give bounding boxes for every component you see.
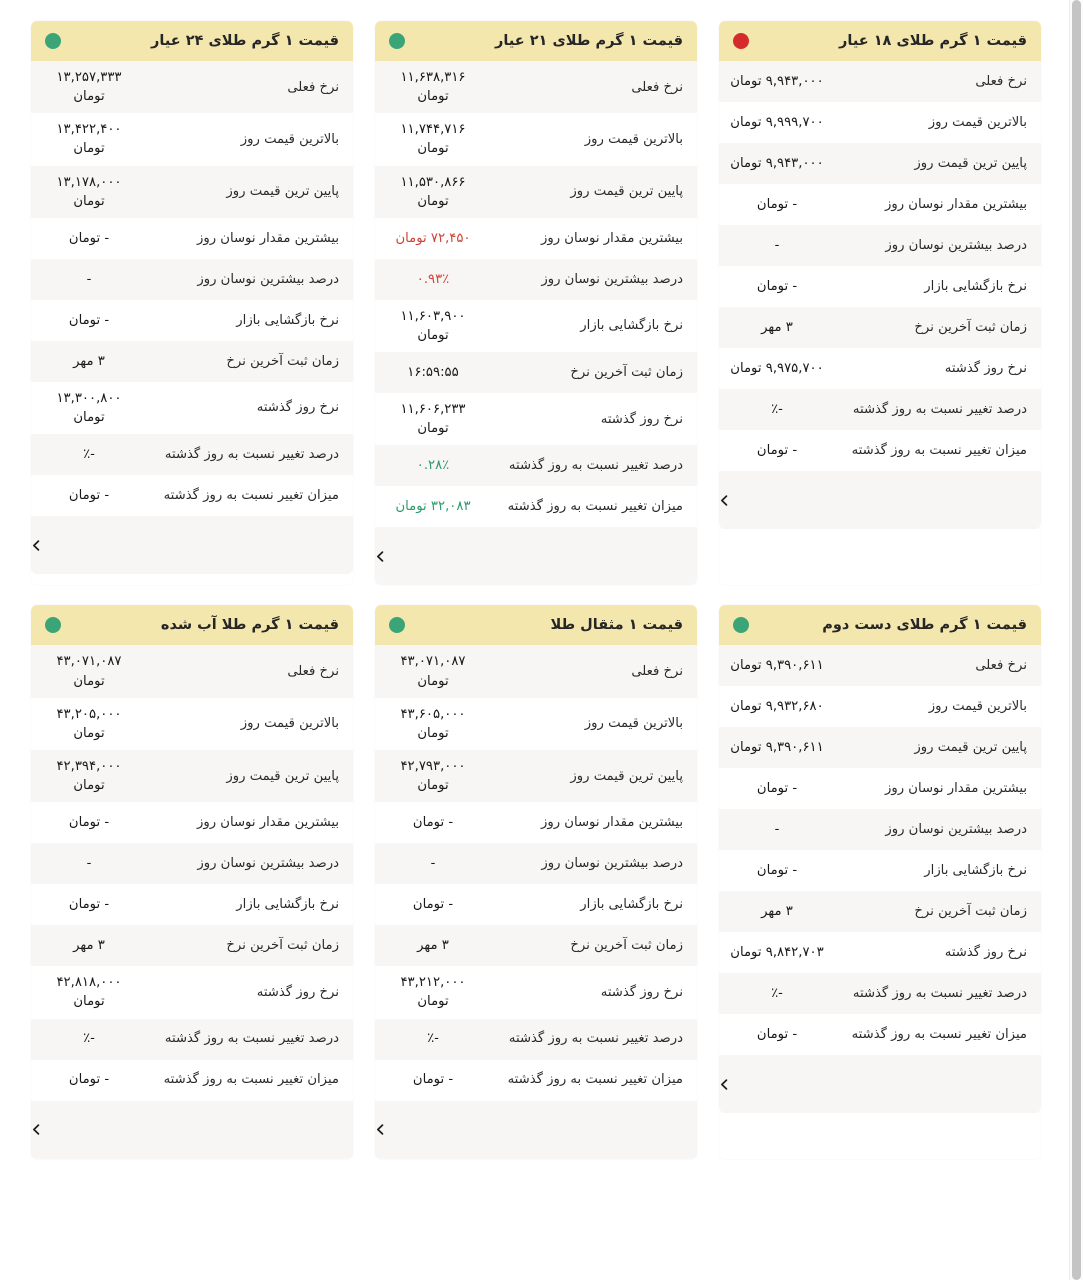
price-row-value: ۱۳,۴۲۲,۴۰۰ تومان: [56, 122, 122, 157]
price-row-label: درصد بیشترین نوسان روز: [541, 271, 683, 287]
price-row-label: نرخ بازگشایی بازار: [236, 312, 339, 328]
price-row-label: نرخ بازگشایی بازار: [924, 278, 1027, 294]
price-row-label: بالاترین قیمت روز: [584, 716, 683, 732]
price-row-label: درصد تغییر نسبت به روز گذشته: [508, 1031, 683, 1047]
price-row-value: - تومان: [412, 1072, 454, 1088]
price-row: [31, 166, 353, 218]
price-card-footer: [375, 527, 697, 585]
price-row-label: بیشترین مقدار نوسان روز: [885, 781, 1027, 797]
price-row-value: -٪: [771, 401, 783, 417]
price-row-label: نرخ فعلی: [975, 73, 1027, 89]
card-expand-button[interactable]: [719, 1071, 731, 1097]
price-row: [31, 475, 353, 516]
price-row-label: زمان ثبت آخرین نرخ: [914, 319, 1027, 335]
price-card-title: قیمت ۱ گرم طلای ۲۴ عیار: [151, 33, 339, 49]
price-card-header: [31, 605, 353, 645]
price-row-value: - تومان: [68, 312, 110, 328]
price-row-value: ۱۳,۱۷۸,۰۰۰ تومان: [56, 174, 122, 209]
price-row-value: ۴۳,۲۱۲,۰۰۰ تومان: [400, 975, 466, 1010]
price-row-value: ۰.۹۳٪: [416, 271, 450, 287]
price-row: [375, 843, 697, 884]
price-row-label: پایین ترین قیمت روز: [570, 768, 683, 784]
price-row-label: نرخ فعلی: [631, 663, 683, 679]
card-expand-button[interactable]: [31, 1117, 43, 1143]
price-row-label: نرخ روز گذشته: [944, 360, 1027, 376]
price-row-value: - تومان: [68, 815, 110, 831]
price-card-header: [31, 21, 353, 61]
price-card-footer: [375, 1101, 697, 1159]
price-card-title: قیمت ۱ گرم طلای دست دوم: [822, 617, 1027, 634]
price-card-header: [375, 605, 697, 645]
price-row: [375, 352, 697, 393]
price-row-label: میزان تغییر نسبت به روز گذشته: [163, 1072, 339, 1088]
price-row: [375, 486, 697, 527]
price-row-value: ۴۳,۲۰۵,۰۰۰ تومان: [56, 706, 122, 741]
price-row-value: -: [774, 822, 780, 838]
price-row-label: میزان تغییر نسبت به روز گذشته: [851, 1027, 1027, 1043]
price-row-label: نرخ بازگشایی بازار: [236, 897, 339, 913]
price-row: [31, 1019, 353, 1060]
price-row-value: ۴۲,۳۹۴,۰۰۰ تومان: [56, 758, 122, 794]
chevron-left-icon: [375, 1123, 387, 1136]
price-row: [31, 218, 353, 259]
price-card-rows: [719, 645, 1041, 1055]
price-row-value: ۱۱,۵۳۰,۸۶۶ تومان: [400, 174, 466, 209]
page-scrollbar-thumb[interactable]: [1072, 0, 1081, 1280]
price-row-label: درصد بیشترین نوسان روز: [197, 271, 339, 287]
chevron-left-icon: [719, 1078, 731, 1091]
price-row: [375, 698, 697, 750]
price-card-header: [719, 605, 1041, 645]
price-row-value: ۹,۸۴۲,۷۰۳ تومان: [730, 945, 824, 961]
price-row: [31, 925, 353, 966]
price-card-title: قیمت ۱ گرم طلای ۲۱ عیار: [495, 33, 683, 49]
price-row: [719, 184, 1041, 225]
price-row-value: ۷۲,۴۵۰ تومان: [395, 230, 471, 246]
page-scrollbar-track[interactable]: [1069, 0, 1083, 1280]
price-row-value: ۳ مهر: [73, 938, 105, 954]
price-row: [375, 1019, 697, 1060]
price-row-value: - تومان: [756, 442, 798, 458]
price-row-label: نرخ روز گذشته: [256, 400, 339, 416]
price-row-label: بالاترین قیمت روز: [240, 716, 339, 732]
price-row-value: -: [86, 856, 92, 872]
price-row: [31, 341, 353, 382]
price-row: [719, 307, 1041, 348]
price-row: [719, 932, 1041, 973]
price-row: [719, 348, 1041, 389]
price-row-value: - تومان: [68, 230, 110, 246]
price-row-label: نرخ فعلی: [287, 663, 339, 679]
price-row-label: بیشترین مقدار نوسان روز: [197, 230, 339, 246]
price-row-label: میزان تغییر نسبت به روز گذشته: [851, 442, 1027, 458]
price-card-footer: [31, 516, 353, 574]
price-row-value: -: [86, 271, 92, 287]
price-row-value: -: [774, 237, 780, 253]
price-row: [719, 645, 1041, 686]
price-card-rows: [375, 645, 697, 1100]
price-card: [719, 21, 1041, 585]
price-row: [719, 686, 1041, 727]
price-row-label: نرخ روز گذشته: [256, 984, 339, 1000]
price-card: [375, 21, 697, 585]
price-card-header: [719, 21, 1041, 61]
price-row-value: ۹,۳۹۰,۶۱۱ تومان: [730, 658, 824, 674]
price-card-rows: [375, 61, 697, 527]
price-row-value: -٪: [771, 986, 783, 1002]
price-row-label: نرخ روز گذشته: [600, 984, 683, 1000]
price-card-title: قیمت ۱ مثقال طلا: [550, 617, 683, 634]
price-row-value: ۱۳,۳۰۰,۸۰۰ تومان: [56, 390, 122, 425]
price-row-label: درصد بیشترین نوسان روز: [885, 822, 1027, 838]
price-row-label: میزان تغییر نسبت به روز گذشته: [507, 1072, 683, 1088]
price-row: [719, 850, 1041, 891]
price-row-label: درصد تغییر نسبت به روز گذشته: [852, 401, 1027, 417]
price-row: [375, 61, 697, 113]
price-row-value: - تومان: [68, 897, 110, 913]
price-row: [31, 966, 353, 1018]
price-row: [375, 966, 697, 1018]
price-row-value: ۴۳,۶۰۵,۰۰۰ تومان: [400, 706, 466, 741]
price-row-value: ۴۳,۰۷۱,۰۸۷ تومان: [56, 654, 122, 689]
price-row-value: ۹,۳۹۰,۶۱۱ تومان: [730, 740, 824, 756]
price-row: [719, 143, 1041, 184]
price-row-value: ۳ مهر: [761, 319, 793, 335]
price-row-value: ۱۱,۷۴۴,۷۱۶ تومان: [400, 122, 466, 157]
card-expand-button[interactable]: [375, 543, 387, 569]
chevron-left-icon: [719, 494, 731, 507]
price-row: [719, 809, 1041, 850]
price-row-label: میزان تغییر نسبت به روز گذشته: [163, 488, 339, 504]
price-row-label: نرخ بازگشایی بازار: [580, 318, 683, 334]
price-row: [31, 300, 353, 341]
price-row: [375, 259, 697, 300]
price-row-label: زمان ثبت آخرین نرخ: [226, 938, 339, 954]
price-row-label: بالاترین قیمت روز: [240, 131, 339, 147]
price-row: [719, 102, 1041, 143]
price-row-label: پایین ترین قیمت روز: [914, 155, 1027, 171]
price-row-label: پایین ترین قیمت روز: [226, 768, 339, 784]
price-row: [719, 430, 1041, 471]
price-row-value: -٪: [83, 1031, 95, 1047]
price-card-footer: [719, 1055, 1041, 1113]
price-row-value: ۳۲,۰۸۳ تومان: [395, 499, 471, 515]
chevron-left-icon: [31, 1123, 43, 1136]
status-dot-green-icon: [389, 33, 405, 49]
price-card: [31, 21, 353, 585]
price-row-value: - تومان: [756, 781, 798, 797]
price-row: [719, 973, 1041, 1014]
price-row-label: پایین ترین قیمت روز: [570, 184, 683, 200]
price-row-value: -٪: [427, 1031, 439, 1047]
price-row-label: درصد بیشترین نوسان روز: [197, 856, 339, 872]
price-row-value: ۹,۹۴۳,۰۰۰ تومان: [730, 73, 824, 89]
price-row: [375, 113, 697, 165]
price-row-value: ۹,۹۳۲,۶۸۰ تومان: [730, 699, 824, 715]
price-row: [31, 1060, 353, 1101]
price-row: [375, 218, 697, 259]
price-row-label: نرخ فعلی: [631, 79, 683, 95]
price-card: [31, 605, 353, 1158]
price-card-rows: [31, 645, 353, 1100]
price-row-value: ۳ مهر: [761, 904, 793, 920]
price-row: [31, 802, 353, 843]
price-card-header: [375, 21, 697, 61]
price-row-value: - تومان: [756, 863, 798, 879]
card-expand-button[interactable]: [719, 487, 731, 513]
price-row-value: ۱۳,۲۵۷,۳۳۳ تومان: [56, 70, 122, 105]
price-row-label: بیشترین مقدار نوسان روز: [541, 815, 683, 831]
price-row-label: میزان تغییر نسبت به روز گذشته: [507, 499, 683, 515]
price-row-value: ۴۲,۷۹۳,۰۰۰ تومان: [400, 758, 466, 794]
status-dot-green-icon: [389, 617, 405, 633]
price-row-label: درصد تغییر نسبت به روز گذشته: [508, 458, 683, 474]
status-dot-green-icon: [45, 617, 61, 633]
price-row-value: - تومان: [756, 196, 798, 212]
price-row-value: -: [430, 856, 436, 872]
price-card-footer: [31, 1101, 353, 1159]
price-row: [375, 925, 697, 966]
price-card-rows: [719, 61, 1041, 471]
status-dot-green-icon: [45, 33, 61, 49]
price-row: [375, 645, 697, 697]
price-row: [31, 434, 353, 475]
price-row: [719, 891, 1041, 932]
price-row-label: نرخ روز گذشته: [600, 411, 683, 427]
price-row-label: زمان ثبت آخرین نرخ: [570, 938, 683, 954]
price-row-value: ۳ مهر: [417, 938, 449, 954]
price-row: [31, 645, 353, 697]
price-row-label: نرخ روز گذشته: [944, 945, 1027, 961]
price-row: [375, 884, 697, 925]
price-row-label: زمان ثبت آخرین نرخ: [914, 904, 1027, 920]
price-row-label: درصد بیشترین نوسان روز: [885, 237, 1027, 253]
price-row-value: ۴۲,۸۱۸,۰۰۰ تومان: [56, 975, 122, 1010]
price-row: [375, 393, 697, 445]
price-row-label: نرخ فعلی: [975, 658, 1027, 674]
price-card: [719, 605, 1041, 1158]
price-row: [31, 698, 353, 750]
price-row-value: -٪: [83, 447, 95, 463]
chevron-left-icon: [31, 539, 43, 552]
price-row-value: - تومان: [412, 897, 454, 913]
price-row-label: درصد تغییر نسبت به روز گذشته: [164, 1031, 339, 1047]
price-row-value: ۳ مهر: [73, 353, 105, 369]
price-row-label: پایین ترین قیمت روز: [914, 740, 1027, 756]
price-row-value: ۴۳,۰۷۱,۰۸۷ تومان: [400, 654, 466, 689]
price-row: [31, 61, 353, 113]
price-row-value: - تومان: [68, 1072, 110, 1088]
price-row-label: نرخ بازگشایی بازار: [580, 897, 683, 913]
price-card-rows: [31, 61, 353, 516]
price-row: [375, 166, 697, 218]
price-row: [719, 1014, 1041, 1055]
price-row: [375, 1060, 697, 1101]
price-row-label: بالاترین قیمت روز: [584, 131, 683, 147]
price-row-value: ۹,۹۹۹,۷۰۰ تومان: [730, 114, 824, 130]
price-row: [31, 884, 353, 925]
price-row-label: درصد بیشترین نوسان روز: [541, 856, 683, 872]
price-row: [31, 113, 353, 165]
card-expand-button[interactable]: [31, 532, 43, 558]
chevron-left-icon: [375, 550, 387, 563]
price-row-label: بیشترین مقدار نوسان روز: [197, 815, 339, 831]
price-row: [719, 266, 1041, 307]
price-row: [719, 61, 1041, 102]
price-row: [375, 802, 697, 843]
price-row-value: ۱۱,۶۰۶,۲۳۳ تومان: [400, 402, 466, 437]
price-row: [719, 768, 1041, 809]
price-row: [719, 225, 1041, 266]
price-row-label: درصد تغییر نسبت به روز گذشته: [164, 447, 339, 463]
price-row-label: زمان ثبت آخرین نرخ: [570, 365, 683, 381]
price-row: [31, 382, 353, 434]
price-row: [375, 300, 697, 352]
status-dot-green-icon: [733, 617, 749, 633]
status-dot-red-icon: [733, 33, 749, 49]
price-row: [375, 445, 697, 486]
price-row-value: - تومان: [68, 488, 110, 504]
price-row-value: - تومان: [756, 1027, 798, 1043]
price-row-label: پایین ترین قیمت روز: [226, 184, 339, 200]
price-card-title: قیمت ۱ گرم طلای ۱۸ عیار: [839, 33, 1027, 49]
price-card: [375, 605, 697, 1158]
price-row-value: - تومان: [412, 815, 454, 831]
price-row: [719, 727, 1041, 768]
price-row: [31, 750, 353, 802]
price-row-value: ۱۱,۶۰۳,۹۰۰ تومان: [400, 308, 466, 343]
price-row-label: بالاترین قیمت روز: [928, 699, 1027, 715]
price-row-value: ۹,۹۴۳,۰۰۰ تومان: [730, 155, 824, 171]
price-row-value: ۱۶:۵۹:۵۵: [407, 365, 459, 381]
price-row-label: نرخ بازگشایی بازار: [924, 863, 1027, 879]
price-row-value: ۱۱,۶۳۸,۳۱۶ تومان: [400, 70, 466, 105]
price-row: [375, 750, 697, 802]
price-row-value: ۹,۹۷۵,۷۰۰ تومان: [730, 360, 824, 376]
price-row-label: نرخ فعلی: [287, 79, 339, 95]
price-row-label: درصد تغییر نسبت به روز گذشته: [852, 986, 1027, 1002]
price-row: [31, 259, 353, 300]
price-row-label: بیشترین مقدار نوسان روز: [541, 230, 683, 246]
price-row-value: ۰.۲۸٪: [416, 458, 450, 474]
price-row-label: بالاترین قیمت روز: [928, 114, 1027, 130]
price-row: [719, 389, 1041, 430]
price-row: [31, 843, 353, 884]
price-card-title: قیمت ۱ گرم طلا آب شده: [160, 617, 339, 634]
price-card-footer: [719, 471, 1041, 529]
price-row-label: زمان ثبت آخرین نرخ: [226, 353, 339, 369]
card-expand-button[interactable]: [375, 1117, 387, 1143]
price-row-value: - تومان: [756, 278, 798, 294]
price-row-label: بیشترین مقدار نوسان روز: [885, 196, 1027, 212]
